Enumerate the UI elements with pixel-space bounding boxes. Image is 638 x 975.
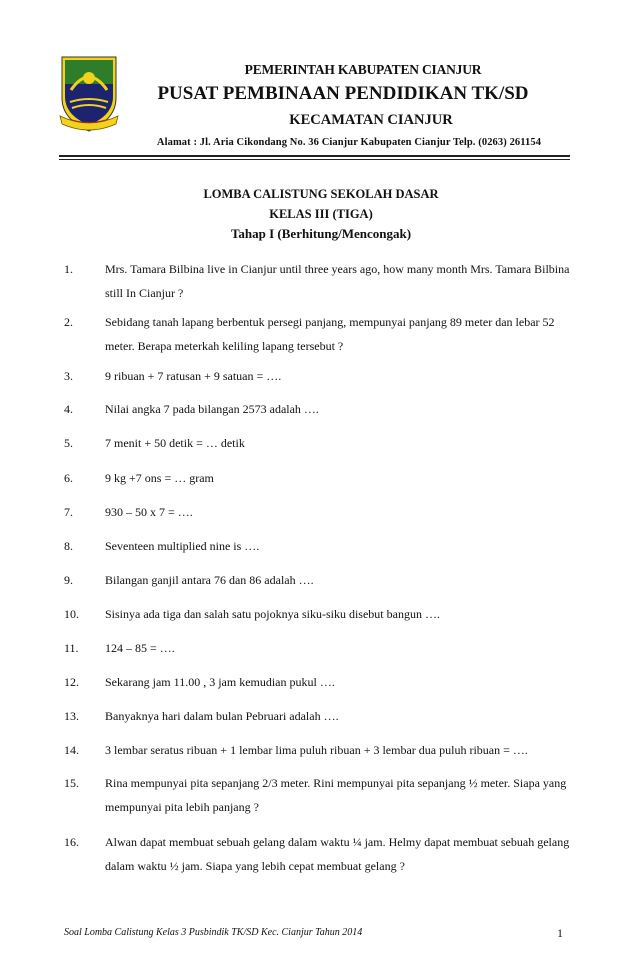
question-text: Sekarang jam 11.00 , 3 jam kemudian pukul …. [105,675,335,689]
question-text: Banyaknya hari dalam bulan Pebruari adalah …. [105,709,339,723]
question-number: 5. [64,436,73,450]
question-number: 1. [64,262,73,276]
title-stage: Tahap I (Berhitung/Mencongak) [230,226,412,241]
header-address: Alamat : Jl. Aria Cikondang No. 36 Cianjur Kabupaten Cianjur Telp. (0263) 261154 [156,137,542,148]
question-number: 3. [64,369,73,383]
question-number: 14. [64,743,79,757]
header-divider-thick [59,155,570,157]
title-competition: LOMBA CALISTUNG SEKOLAH DASAR [203,187,439,201]
question-number: 15. [64,776,79,790]
question-text: Sebidang tanah lapang berbentuk persegi panjang, mempunyai panjang 89 meter dan lebar 52 meter. Berapa meterkah keliling lapang tersebut ? [105,315,555,353]
question-text: Seventeen multiplied nine is …. [105,539,260,553]
question-text: Bilangan ganjil antara 76 dan 86 adalah …. [105,573,314,587]
question-text: 930 – 50 x 7 = …. [105,505,193,519]
question-number: 8. [64,539,73,553]
question-number: 16. [64,835,79,849]
question-number: 7. [64,505,73,519]
question-number: 11. [64,641,79,655]
question-text: 9 kg +7 ons = … gram [105,471,214,485]
question-number: 6. [64,471,73,485]
question-number: 9. [64,573,73,587]
header-district-line: KECAMATAN CIANJUR [289,112,453,128]
header-government-line: PEMERINTAH KABUPATEN CIANJUR [244,62,482,77]
question-text: Rina mempunyai pita sepanjang 2/3 meter. Rini mempunyai pita sepanjang ½ meter. Siapa yang mempunyai pita lebih panjang ? [105,776,567,814]
question-text: Nilai angka 7 pada bilangan 2573 adalah …. [105,402,319,416]
question-text: 124 – 85 = …. [105,641,175,655]
question-number: 12. [64,675,79,689]
question-text: 3 lembar seratus ribuan + 1 lembar lima puluh ribuan + 3 lembar dua puluh ribuan = …. [105,743,528,757]
question-text: Sisinya ada tiga dan salah satu pojoknya siku-siku disebut bangun …. [105,607,440,621]
question-text: 9 ribuan + 7 ratusan + 9 satuan = …. [105,369,282,383]
page-number: 1 [557,926,563,940]
header-agency-name: PUSAT PEMBINAAN PENDIDIKAN TK/SD [157,83,529,104]
footer-text: Soal Lomba Calistung Kelas 3 Pusbindik TK/SD Kec. Cianjur Tahun 2014 [64,927,363,938]
header-divider-thin [59,159,570,160]
question-number: 10. [64,607,79,621]
question-text: Alwan dapat membuat sebuah gelang dalam waktu ¼ jam. Helmy dapat membuat sebuah gelang dalam waktu ½ jam. Siapa yang lebih cepat membuat gelang ? [105,835,570,873]
question-text: 7 menit + 50 detik = … detik [105,436,245,450]
question-text: Mrs. Tamara Bilbina live in Cianjur until three years ago, how many month Mrs. Tamara Bilbina still In Cianjur ? [105,262,570,300]
title-class: KELAS III (TIGA) [269,207,373,221]
question-number: 4. [64,402,73,416]
question-number: 13. [64,709,79,723]
question-number: 2. [64,315,73,329]
